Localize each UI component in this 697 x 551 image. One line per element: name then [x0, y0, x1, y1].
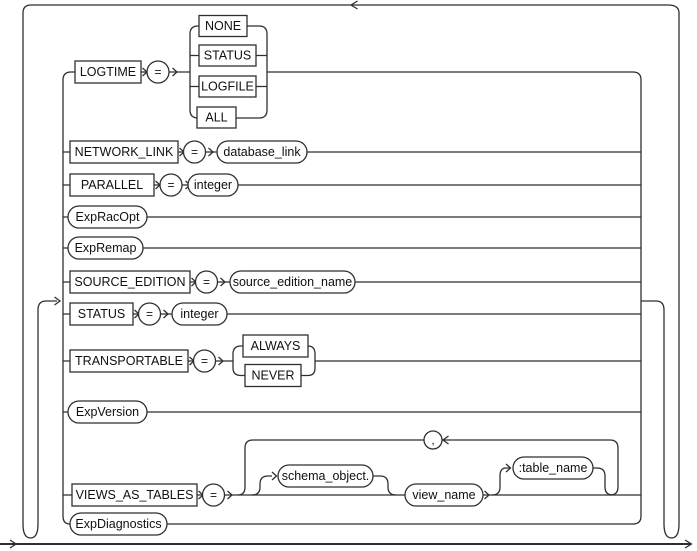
expracopt-label: ExpRacOpt: [75, 210, 140, 224]
outer-loop-right: [641, 5, 679, 538]
expdiagnostics-label: ExpDiagnostics: [75, 517, 162, 531]
right-branch-rail: [167, 72, 641, 524]
choice-none-label: NONE: [204, 19, 242, 33]
views-equals-label: =: [209, 488, 218, 502]
source-edition-equals-label: =: [202, 275, 211, 289]
choice-always-label: ALWAYS: [250, 339, 301, 353]
transportable-label: TRANSPORTABLE: [75, 354, 183, 368]
table-name-label: :table_name: [518, 461, 588, 475]
source-edition-label: SOURCE_EDITION: [74, 275, 186, 289]
choice-status-label: STATUS: [203, 48, 252, 63]
left-branch-rail: [63, 72, 75, 524]
expversion-label: ExpVersion: [75, 405, 140, 419]
schema-object-label: schema_object.: [281, 469, 370, 483]
logtime-choice-bracket-left: [190, 26, 199, 118]
database-link-label: database_link: [223, 145, 301, 159]
logtime-equals-label: =: [154, 65, 162, 79]
source-edition-name-label: source_edition_name: [232, 275, 353, 289]
view-name-label: view_name: [412, 488, 476, 502]
transportable-equals-label: =: [200, 354, 209, 368]
views-as-tables-label: VIEWS_AS_TABLES: [75, 488, 194, 502]
status-label: STATUS: [77, 307, 126, 321]
parallel-label: PARALLEL: [80, 178, 144, 192]
network-link-equals-label: =: [190, 145, 199, 159]
network-link-label: NETWORK_LINK: [74, 145, 174, 159]
status-equals-label: =: [145, 307, 154, 321]
parallel-equals-label: =: [167, 178, 175, 192]
status-integer-label: integer: [180, 307, 219, 321]
logtime-label: LOGTIME: [79, 65, 137, 79]
expremap-label: ExpRemap: [74, 241, 137, 255]
schema-object-arrow-icon: [272, 472, 277, 480]
choice-never-label: NEVER: [251, 368, 295, 383]
parallel-integer-label: integer: [193, 178, 233, 192]
logtime-choice-bracket-right: [236, 26, 267, 118]
choice-logfile-label: LOGFILE: [201, 79, 254, 94]
comma-separator-label: ,: [431, 433, 435, 447]
choice-all-label: ALL: [205, 110, 228, 125]
